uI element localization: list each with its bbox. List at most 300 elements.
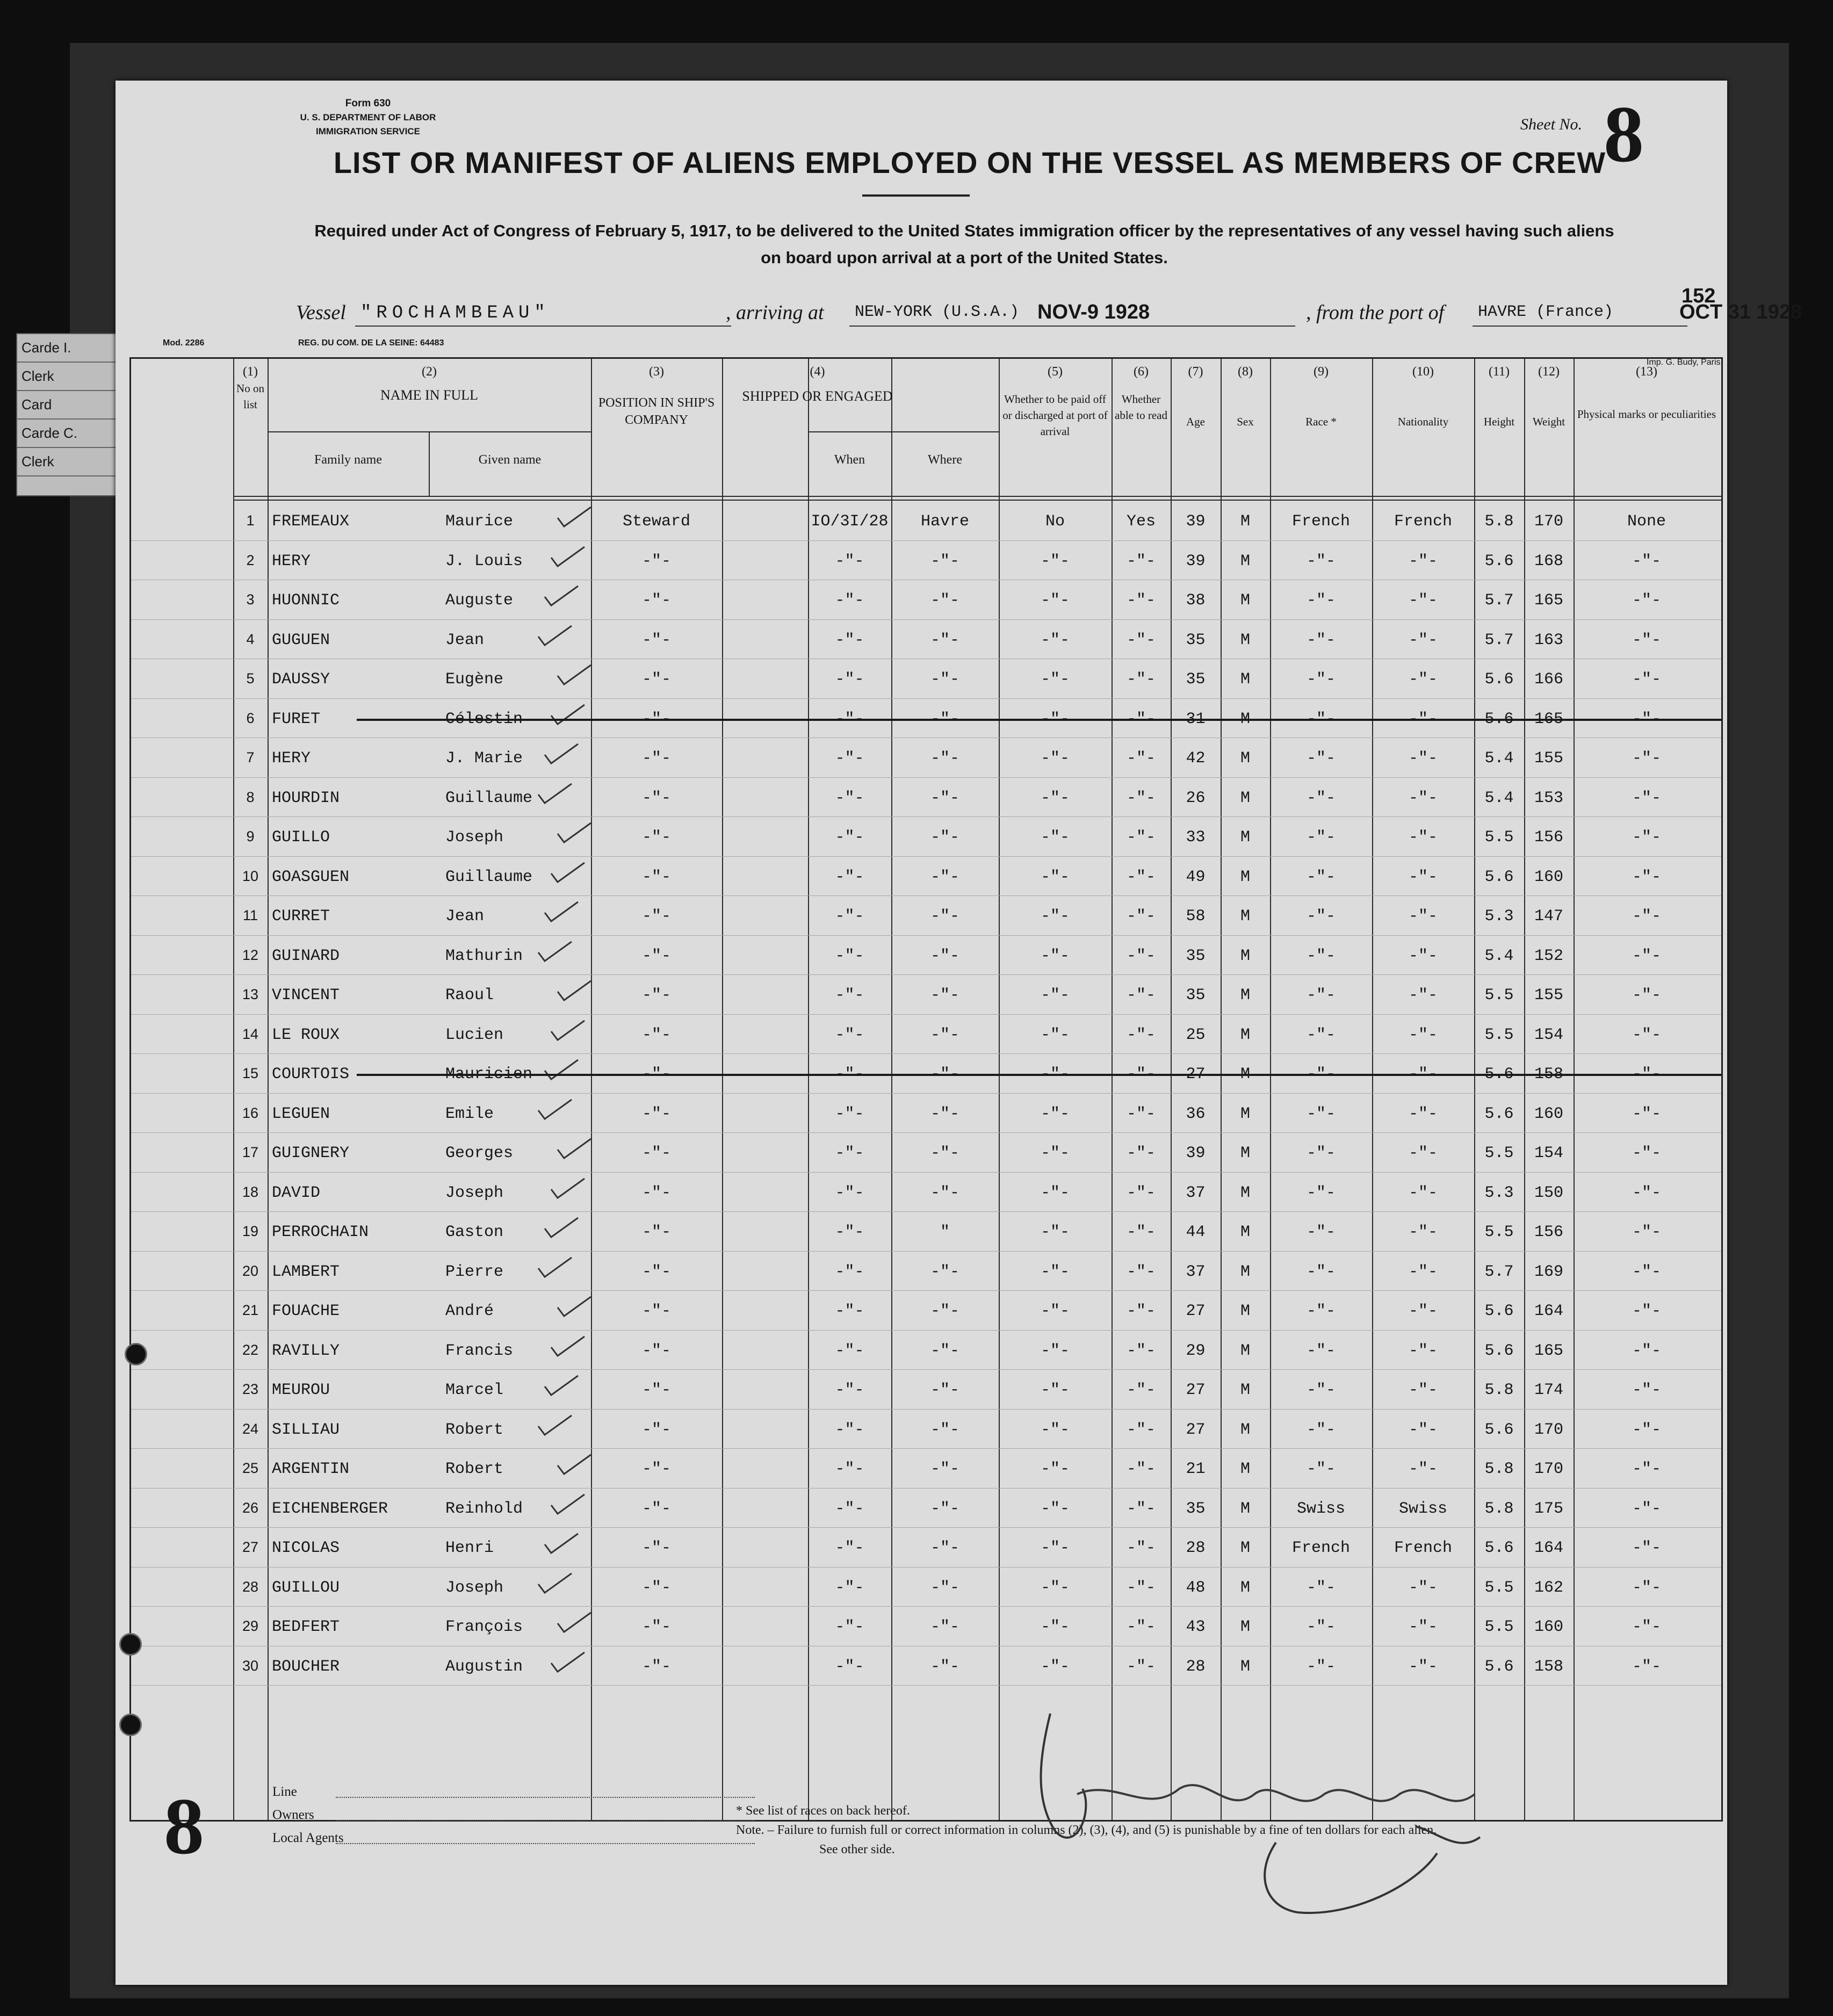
cell-paid-off: -"-: [1040, 552, 1070, 570]
cell-sex: M: [1240, 552, 1250, 570]
cell-when: -"-: [835, 552, 864, 570]
cell-race: Swiss: [1296, 1499, 1345, 1518]
arrival-date: NOV-9 1928: [1037, 301, 1150, 323]
cell-height: 5.8: [1484, 1381, 1514, 1399]
table-row: [131, 1251, 1721, 1291]
page-title: LIST OR MANIFEST OF ALIENS EMPLOYED ON THE VESSEL AS MEMBERS OF CREW: [333, 146, 1606, 179]
cell-paid-off: -"-: [1040, 1104, 1070, 1123]
cell-where: -"-: [930, 591, 959, 610]
cell-height: 5.4: [1484, 789, 1514, 807]
cell-nationality: -"-: [1408, 631, 1438, 649]
cell-sex: M: [1240, 1144, 1250, 1162]
row-rule: [131, 1685, 1721, 1686]
check-mark-icon: [536, 1571, 574, 1595]
cell-weight: 150: [1534, 1183, 1563, 1202]
cell-sex: M: [1240, 1341, 1250, 1360]
cell-read: -"-: [1126, 1183, 1156, 1202]
owners-label: Owners: [272, 1808, 314, 1822]
cell-when: -"-: [835, 1420, 864, 1439]
mod-label: Mod. 2286: [163, 338, 205, 348]
cell-family: ARGENTIN: [272, 1460, 350, 1478]
cell-where: -"-: [930, 868, 959, 886]
cell-weight: 164: [1534, 1302, 1563, 1320]
cell-marks: -"-: [1632, 631, 1661, 649]
table-row: [131, 659, 1721, 698]
cell-age: 43: [1186, 1618, 1206, 1636]
cell-race: -"-: [1306, 670, 1336, 689]
registry-label: REG. DU COM. DE LA SEINE: 64483: [298, 338, 444, 348]
cell-read: -"-: [1126, 591, 1156, 610]
cell-no: 20: [242, 1262, 259, 1279]
cell-when: IO/3I/28: [811, 512, 889, 531]
cell-marks: -"-: [1632, 710, 1661, 728]
cell-read: -"-: [1126, 986, 1156, 1005]
cell-nationality: -"-: [1408, 1657, 1438, 1676]
cell-nationality: Swiss: [1398, 1499, 1447, 1518]
check-mark-icon: [543, 1374, 580, 1397]
cell-given: Guillaume: [445, 789, 533, 807]
cell-marks: -"-: [1632, 1183, 1661, 1202]
table-row: [131, 1448, 1721, 1488]
cell-age: 27: [1186, 1381, 1206, 1399]
cell-age: 25: [1186, 1025, 1206, 1044]
agents-field: [336, 1843, 755, 1844]
cell-position: Steward: [622, 512, 691, 531]
cell-height: 5.3: [1484, 1183, 1514, 1202]
cell-where: -"-: [930, 907, 959, 926]
cell-nationality: -"-: [1408, 1183, 1438, 1202]
cell-age: 58: [1186, 907, 1206, 926]
col-header-no: (1) No on list: [236, 365, 264, 411]
cell-read: -"-: [1126, 1618, 1156, 1636]
departure-date: OCT 31 1928: [1679, 301, 1802, 323]
cell-when: -"-: [835, 631, 864, 649]
cell-paid-off: -"-: [1040, 907, 1070, 926]
check-mark-icon: [543, 742, 580, 765]
cell-given: Mathurin: [445, 946, 523, 965]
cell-paid-off: -"-: [1040, 670, 1070, 689]
cell-where: -"-: [930, 1381, 959, 1399]
col-header-age: (7) Age: [1186, 365, 1205, 428]
cell-no: 10: [242, 868, 259, 884]
check-mark-icon: [549, 1334, 587, 1358]
cell-no: 30: [242, 1657, 259, 1674]
manifest-page: [116, 81, 1802, 1985]
cell-no: 13: [242, 986, 259, 1002]
cell-no: 17: [242, 1144, 259, 1160]
cell-paid-off: -"-: [1040, 1657, 1070, 1676]
cell-marks: -"-: [1632, 1539, 1661, 1557]
table-row: [131, 1488, 1721, 1528]
check-mark-icon: [549, 861, 587, 884]
cell-when: -"-: [835, 868, 864, 886]
cell-nationality: -"-: [1408, 591, 1438, 610]
cell-when: -"-: [835, 1183, 864, 1202]
cell-height: 5.6: [1484, 868, 1514, 886]
cell-when: -"-: [835, 1657, 864, 1676]
other-side-note: See other side.: [819, 1842, 895, 1856]
races-note: * See list of races on back hereof.: [736, 1804, 910, 1818]
cell-no: 4: [246, 631, 255, 647]
cell-height: 5.6: [1484, 1657, 1514, 1676]
cell-height: 5.6: [1484, 710, 1514, 728]
cell-no: 14: [242, 1025, 259, 1042]
cell-height: 5.5: [1484, 828, 1514, 847]
cell-race: French: [1291, 512, 1351, 531]
cell-no: 23: [242, 1381, 259, 1397]
cell-position: -"-: [641, 1262, 671, 1281]
cell-sex: M: [1240, 1025, 1250, 1044]
cell-race: French: [1291, 1539, 1351, 1557]
cell-family: DAUSSY: [272, 670, 330, 689]
check-mark-icon: [536, 940, 574, 963]
subtitle-line: on board upon arrival at a port of the United States.: [761, 248, 1168, 267]
cell-given: François: [445, 1618, 523, 1636]
check-mark-icon: [549, 1176, 587, 1200]
cell-race: -"-: [1306, 1420, 1336, 1439]
cell-read: -"-: [1126, 631, 1156, 649]
table-row: [131, 1132, 1721, 1172]
cell-height: 5.6: [1484, 552, 1514, 570]
col-header-race: (9) Race *: [1305, 365, 1337, 428]
cell-sex: M: [1240, 710, 1250, 728]
cell-height: 5.4: [1484, 749, 1514, 768]
cell-paid-off: -"-: [1040, 1065, 1070, 1083]
cell-when: -"-: [835, 1144, 864, 1162]
cell-position: -"-: [641, 1223, 671, 1241]
cell-position: -"-: [641, 1025, 671, 1044]
col-header-given: Given name: [478, 453, 542, 467]
subtitle: [212, 218, 1716, 271]
cell-paid-off: -"-: [1040, 710, 1070, 728]
cell-where: -"-: [930, 1460, 959, 1478]
cell-position: -"-: [641, 631, 671, 649]
cell-nationality: -"-: [1408, 1223, 1438, 1241]
cell-height: 5.6: [1484, 1065, 1514, 1083]
cell-when: -"-: [835, 789, 864, 807]
cell-weight: 170: [1534, 512, 1563, 531]
cell-race: -"-: [1306, 986, 1336, 1005]
col-header-where: Where: [928, 453, 962, 467]
form-number: Form 630: [345, 98, 391, 109]
table-row: [131, 1093, 1721, 1133]
cell-marks: -"-: [1632, 1420, 1661, 1439]
cell-height: 5.3: [1484, 907, 1514, 926]
cell-no: 1: [246, 512, 255, 529]
cell-nationality: -"-: [1408, 1065, 1438, 1083]
strip-entry: Card: [17, 391, 119, 420]
cell-weight: 165: [1534, 1341, 1563, 1360]
cell-no: 8: [246, 789, 255, 805]
cell-age: 35: [1186, 670, 1206, 689]
cell-nationality: -"-: [1408, 1460, 1438, 1478]
check-mark-icon: [543, 584, 580, 608]
cell-position: -"-: [641, 1144, 671, 1162]
cell-where: -"-: [930, 789, 959, 807]
cell-sex: M: [1240, 591, 1250, 610]
cell-age: 27: [1186, 1420, 1206, 1439]
cell-sex: M: [1240, 631, 1250, 649]
cell-family: FOUACHE: [272, 1302, 340, 1320]
cell-sex: M: [1240, 512, 1250, 531]
cell-marks: -"-: [1632, 1223, 1661, 1241]
cell-race: -"-: [1306, 631, 1336, 649]
cell-given: Mauricien: [445, 1065, 533, 1083]
cell-nationality: -"-: [1408, 710, 1438, 728]
cell-age: 48: [1186, 1578, 1206, 1597]
arriving-label: , arriving at: [726, 301, 824, 324]
cell-paid-off: -"-: [1040, 1341, 1070, 1360]
cell-where: -"-: [930, 1578, 959, 1597]
cell-no: 16: [242, 1104, 259, 1121]
cell-given: J. Marie: [445, 749, 523, 768]
cell-age: 39: [1186, 512, 1206, 531]
cell-sex: M: [1240, 1657, 1250, 1676]
cell-no: 6: [246, 710, 255, 726]
cell-where: -"-: [930, 1618, 959, 1636]
cell-race: -"-: [1306, 907, 1336, 926]
cell-given: Augustin: [445, 1657, 523, 1676]
strip-entry: Clerk: [17, 363, 119, 391]
cell-age: 27: [1186, 1065, 1206, 1083]
cell-height: 5.4: [1484, 946, 1514, 965]
cell-sex: M: [1240, 907, 1250, 926]
cell-height: 5.6: [1484, 1341, 1514, 1360]
cell-given: Célestin: [445, 710, 523, 728]
cell-family: LAMBERT: [272, 1262, 340, 1281]
cell-sex: M: [1240, 1065, 1250, 1083]
form-identifier: [239, 97, 497, 139]
cell-marks: -"-: [1632, 1657, 1661, 1676]
cell-age: 39: [1186, 552, 1206, 570]
cell-given: Maurice: [445, 512, 514, 531]
cell-marks: -"-: [1632, 907, 1661, 926]
table-row: [131, 1646, 1721, 1686]
cell-sex: M: [1240, 1578, 1250, 1597]
cell-position: -"-: [641, 1341, 671, 1360]
table-row: [131, 1567, 1721, 1607]
cell-sex: M: [1240, 789, 1250, 807]
cell-weight: 160: [1534, 868, 1563, 886]
strip-entry: Carde I.: [17, 334, 119, 363]
cell-race: -"-: [1306, 1183, 1336, 1202]
cell-where: -"-: [930, 1144, 959, 1162]
cell-age: 36: [1186, 1104, 1206, 1123]
cell-nationality: -"-: [1408, 789, 1438, 807]
cell-nationality: -"-: [1408, 1578, 1438, 1597]
cell-marks: -"-: [1632, 1262, 1661, 1281]
cell-age: 33: [1186, 828, 1206, 847]
cell-read: -"-: [1126, 1578, 1156, 1597]
cell-when: -"-: [835, 907, 864, 926]
cell-marks: -"-: [1632, 1618, 1661, 1636]
col-header-height: (11) Height: [1483, 365, 1515, 428]
cell-no: 25: [242, 1460, 259, 1476]
cell-sex: M: [1240, 670, 1250, 689]
cell-position: -"-: [641, 552, 671, 570]
col-header-weight: (12) Weight: [1532, 365, 1565, 428]
cell-weight: 156: [1534, 1223, 1563, 1241]
cell-position: -"-: [641, 986, 671, 1005]
cell-race: -"-: [1306, 828, 1336, 847]
line-field: [336, 1797, 755, 1798]
cell-read: -"-: [1126, 1381, 1156, 1399]
cell-race: -"-: [1306, 1381, 1336, 1399]
cell-paid-off: -"-: [1040, 1618, 1070, 1636]
check-mark-icon: [555, 663, 593, 687]
cell-race: -"-: [1306, 1618, 1336, 1636]
cell-race: -"-: [1306, 710, 1336, 728]
cell-no: 9: [246, 828, 255, 844]
cell-age: 39: [1186, 1144, 1206, 1162]
cell-when: -"-: [835, 1223, 864, 1241]
cell-age: 37: [1186, 1262, 1206, 1281]
table-row: [131, 974, 1721, 1014]
cell-when: -"-: [835, 946, 864, 965]
cell-given: Henri: [445, 1539, 494, 1557]
col-header-when: When: [834, 453, 865, 467]
from-port: HAVRE (France): [1478, 303, 1614, 321]
cell-paid-off: -"-: [1040, 946, 1070, 965]
cell-where: Havre: [920, 512, 969, 531]
cell-position: -"-: [641, 591, 671, 610]
cell-nationality: -"-: [1408, 868, 1438, 886]
cell-age: 28: [1186, 1539, 1206, 1557]
cell-read: -"-: [1126, 670, 1156, 689]
cell-sex: M: [1240, 1539, 1250, 1557]
cell-weight: 153: [1534, 789, 1563, 807]
arriving-port: NEW-YORK (U.S.A.): [855, 303, 1020, 321]
cell-height: 5.5: [1484, 1618, 1514, 1636]
cell-height: 5.5: [1484, 1578, 1514, 1597]
cell-read: -"-: [1126, 1420, 1156, 1439]
cell-given: Pierre: [445, 1262, 504, 1281]
cell-weight: 165: [1534, 710, 1563, 728]
cell-weight: 169: [1534, 1262, 1563, 1281]
cell-paid-off: -"-: [1040, 1025, 1070, 1044]
strike-through-line: [357, 719, 1721, 721]
cell-read: -"-: [1126, 1104, 1156, 1123]
check-mark-icon: [555, 1453, 593, 1476]
cell-given: Auguste: [445, 591, 514, 610]
cell-read: -"-: [1126, 710, 1156, 728]
col-header-name: (2) NAME IN FULL: [380, 365, 478, 403]
cell-when: -"-: [835, 670, 864, 689]
cell-nationality: -"-: [1408, 946, 1438, 965]
cell-position: -"-: [641, 1539, 671, 1557]
cell-no: 29: [242, 1618, 259, 1634]
col-header-read: (6) Whether able to read: [1115, 365, 1167, 422]
owners-field: [336, 1820, 755, 1821]
cell-marks: -"-: [1632, 1104, 1661, 1123]
cell-where: -"-: [930, 552, 959, 570]
cell-age: 29: [1186, 1341, 1206, 1360]
cell-weight: 175: [1534, 1499, 1563, 1518]
cell-read: -"-: [1126, 1341, 1156, 1360]
vessel-line: [296, 301, 1802, 333]
cell-no: 15: [242, 1065, 259, 1081]
cell-where: -"-: [930, 749, 959, 768]
cell-given: Joseph: [445, 1183, 504, 1202]
cell-weight: 164: [1534, 1539, 1563, 1557]
cell-position: -"-: [641, 868, 671, 886]
cell-paid-off: -"-: [1040, 1460, 1070, 1478]
cell-where: -"-: [930, 1183, 959, 1202]
check-mark-icon: [536, 1097, 574, 1121]
cell-family: BOUCHER: [272, 1657, 340, 1676]
cell-race: -"-: [1306, 1341, 1336, 1360]
table-row: [131, 580, 1721, 619]
table-row: [131, 816, 1721, 856]
cell-when: -"-: [835, 828, 864, 847]
subtitle-line: Required under Act of Congress of February 5, 1917, to be delivered to the United States immigration officer by the representatives of any vessel having such aliens: [314, 221, 1614, 240]
check-mark-icon: [543, 900, 580, 923]
cell-weight: 156: [1534, 828, 1563, 847]
table-row: [131, 1290, 1721, 1330]
table-row: [131, 777, 1721, 817]
cell-given: Reinhold: [445, 1499, 523, 1518]
cell-when: -"-: [835, 710, 864, 728]
cell-marks: -"-: [1632, 1144, 1661, 1162]
punch-hole: [119, 1633, 142, 1656]
cell-marks: -"-: [1632, 591, 1661, 610]
cell-where: -"-: [930, 710, 959, 728]
cell-marks: -"-: [1632, 1381, 1661, 1399]
check-mark-icon: [555, 1137, 593, 1160]
cell-where: -"-: [930, 1302, 959, 1320]
cell-nationality: -"-: [1408, 907, 1438, 926]
cell-nationality: French: [1394, 1539, 1453, 1557]
table-row: [131, 1369, 1721, 1409]
cell-family: HOURDIN: [272, 789, 340, 807]
cell-family: EICHENBERGER: [272, 1499, 388, 1518]
cell-given: Georges: [445, 1144, 514, 1162]
page-number: 152: [1682, 285, 1716, 307]
col-header-position: (3) POSITION IN SHIP'S COMPANY: [598, 365, 715, 427]
footer-sheet-number: 8: [164, 1782, 204, 1871]
cell-read: -"-: [1126, 1302, 1156, 1320]
cell-marks: -"-: [1632, 986, 1661, 1005]
cell-nationality: -"-: [1408, 1144, 1438, 1162]
check-mark-icon: [543, 1216, 580, 1239]
cell-when: -"-: [835, 749, 864, 768]
cell-height: 5.5: [1484, 1223, 1514, 1241]
cell-height: 5.7: [1484, 591, 1514, 610]
cell-read: -"-: [1126, 907, 1156, 926]
cell-where: -"-: [930, 1025, 959, 1044]
cell-nationality: -"-: [1408, 1262, 1438, 1281]
cell-weight: 170: [1534, 1460, 1563, 1478]
cell-where: -"-: [930, 1420, 959, 1439]
cell-read: -"-: [1126, 1144, 1156, 1162]
cell-position: -"-: [641, 1302, 671, 1320]
check-mark-icon: [536, 624, 574, 647]
check-mark-icon: [549, 545, 587, 568]
table-row: [131, 501, 1721, 540]
cell-where: -"-: [930, 946, 959, 965]
table-row: [131, 619, 1721, 659]
cell-read: -"-: [1126, 1499, 1156, 1518]
cell-age: 44: [1186, 1223, 1206, 1241]
cell-given: Eugène: [445, 670, 504, 689]
cell-weight: 160: [1534, 1104, 1563, 1123]
cell-family: GUIGNERY: [272, 1144, 350, 1162]
cell-sex: M: [1240, 1381, 1250, 1399]
cell-family: VINCENT: [272, 986, 340, 1005]
cell-position: -"-: [641, 710, 671, 728]
col-header-paid-off: (5) Whether to be paid off or discharged at port of arrival: [1002, 365, 1108, 438]
penalty-note: Note. – Failure to furnish full or correct information in columns (2), (3), (4), and (5) is punishable by a fine of ten dollars for each alien.: [736, 1823, 1437, 1837]
